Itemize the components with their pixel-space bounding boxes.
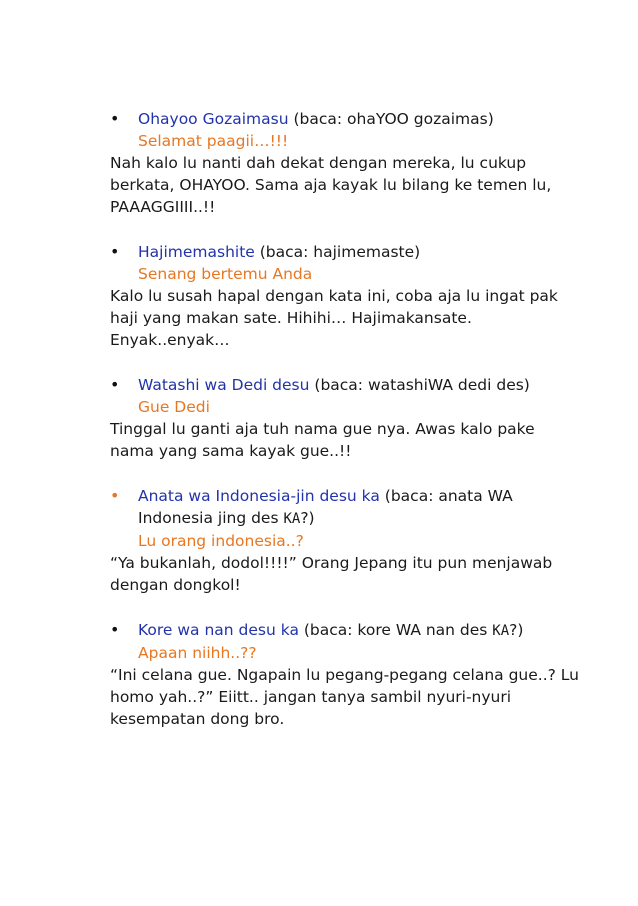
phrase-description: “Ya bukanlah, dodol!!!!” Orang Jepang itu pun menjawab dengan dongkol! (110, 554, 553, 594)
phrase-entry (110, 485, 580, 596)
japanese-phrase: Anata wa Indonesia-jin desu ka (138, 487, 380, 505)
reading-guide: (baca: ohaYOO gozaimas) (288, 110, 494, 128)
translation: Gue Dedi (138, 398, 210, 416)
translation: Apaan niihh..?? (138, 644, 257, 662)
translation: Senang bertemu Anda (138, 265, 313, 283)
japanese-phrase: Hajimemashite (138, 243, 255, 261)
reading-guide: (baca: anata WA Indonesia jing des (138, 487, 513, 527)
phrase-entry (110, 619, 580, 730)
phrase-description: Tinggal lu ganti aja tuh nama gue nya. Awas kalo pake nama yang sama kayak gue..!! (110, 420, 535, 460)
phrase-heading (110, 485, 580, 552)
translation: Selamat paagii…!!! (138, 132, 289, 150)
bullet-icon: • (110, 620, 120, 639)
reading-end: ?) (509, 621, 524, 639)
reading-guide: (baca: watashiWA dedi des) (309, 376, 530, 394)
japanese-phrase: Kore wa nan desu ka (138, 621, 299, 639)
phrase-description: Nah kalo lu nanti dah dekat dengan mereka, lu cukup berkata, OHAYOO. Sama aja kayak lu bilang ke temen lu, PAAAGGIIII..!! (110, 154, 552, 216)
japanese-phrase: Watashi wa Dedi desu (138, 376, 310, 394)
phrase-entry (110, 108, 580, 218)
reading-end: ?) (300, 509, 315, 527)
reading-guide: (baca: kore WA nan des (298, 621, 493, 639)
bullet-icon: • (110, 486, 120, 505)
phrase-description: Kalo lu susah hapal dengan kata ini, coba aja lu ingat pak haji yang makan sate. Hihihi… Hajimakansate. Enyak..enyak… (110, 287, 558, 349)
reading-emphasis: KA (283, 511, 301, 527)
phrase-list (110, 108, 580, 753)
phrase-heading (110, 241, 580, 285)
phrase-entry (110, 241, 580, 351)
phrase-entry (110, 374, 580, 462)
phrase-description: “Ini celana gue. Ngapain lu pegang-pegang celana gue..? Lu homo yah..?” Eiitt.. jangan tanya sambil nyuri-nyuri kesempatan dong bro. (110, 666, 579, 728)
phrase-heading (110, 108, 580, 152)
bullet-icon: • (110, 109, 120, 128)
reading-guide: (baca: hajimemaste) (254, 243, 421, 261)
bullet-icon: • (110, 242, 120, 261)
bullet-icon: • (110, 375, 120, 394)
reading-emphasis: KA (492, 623, 510, 639)
phrase-heading (110, 374, 580, 418)
japanese-phrase: Ohayoo Gozaimasu (138, 110, 289, 128)
translation: Lu orang indonesia..? (138, 532, 304, 550)
phrase-heading (110, 619, 580, 664)
